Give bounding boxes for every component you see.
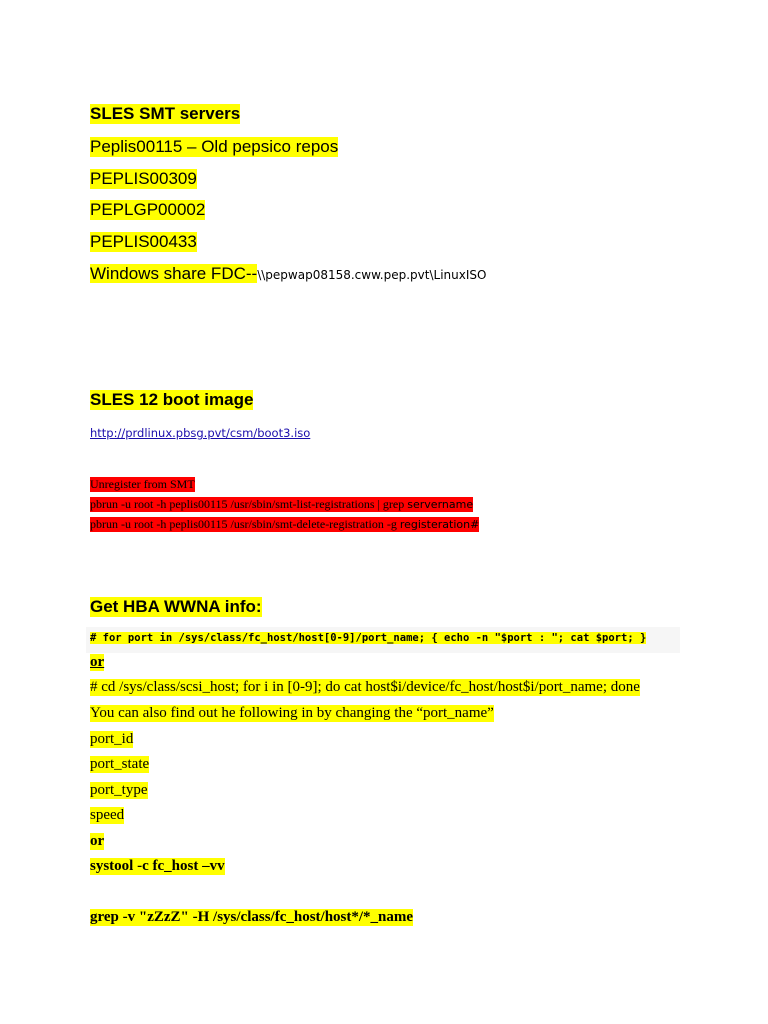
attr-port-type: port_type xyxy=(90,782,148,798)
smt-server-2: PEPLIS00309 xyxy=(90,169,197,188)
boot-image-link[interactable]: http://prdlinux.pbsg.pvt/csm/boot3.iso xyxy=(90,426,311,440)
registration-placeholder: registeration# xyxy=(399,518,480,531)
note-port-name: You can also find out he following in by changing the “port_name” xyxy=(90,705,494,721)
attr-port-state: port_state xyxy=(90,756,150,772)
smt-server-3: PEPLGP00002 xyxy=(90,200,206,219)
unregister-cmd-list xyxy=(90,497,473,512)
windows-share-path: \\pepwap08158.cww.pep.pvt\LinuxISO xyxy=(257,268,487,282)
boot-link-line xyxy=(90,424,310,442)
smt-heading: SLES SMT servers xyxy=(90,104,241,123)
cmd-grep: grep -v "zZzZ" -H /sys/class/fc_host/host*/*_name xyxy=(90,909,414,925)
attr-speed: speed xyxy=(90,807,125,823)
servername-placeholder: servername xyxy=(407,498,474,511)
unregister-title: Unregister from SMT xyxy=(90,477,195,491)
unregister-cmd-list-text: pbrun -u root -h peplis00115 /usr/sbin/smt-list-registrations | grep xyxy=(90,497,408,511)
code-for-port: # for port in /sys/class/fc_host/host[0-9]/port_name; { echo -n "$port : "; cat $port; } xyxy=(90,632,647,644)
or-separator-2: or xyxy=(90,833,105,849)
or-separator-1: or xyxy=(90,654,105,670)
windows-share-label: Windows share FDC-- xyxy=(90,264,258,283)
unregister-cmd-delete xyxy=(90,517,479,532)
windows-share-line xyxy=(90,264,486,284)
unregister-cmd-delete-text: pbrun -u root -h peplis00115 /usr/sbin/smt-delete-registration -g xyxy=(90,517,400,531)
cmd-systool: systool -c fc_host –vv xyxy=(90,858,225,874)
boot-heading: SLES 12 boot image xyxy=(90,390,254,409)
smt-server-4: PEPLIS00433 xyxy=(90,232,197,251)
hba-heading: Get HBA WWNA info: xyxy=(90,597,262,616)
attr-port-id: port_id xyxy=(90,731,134,747)
smt-server-1: Peplis00115 – Old pepsico repos xyxy=(90,137,339,156)
cmd-scsi-host: # cd /sys/class/scsi_host; for i in [0-9]; do cat host$i/device/fc_host/host$i/port_name; done xyxy=(90,679,640,695)
